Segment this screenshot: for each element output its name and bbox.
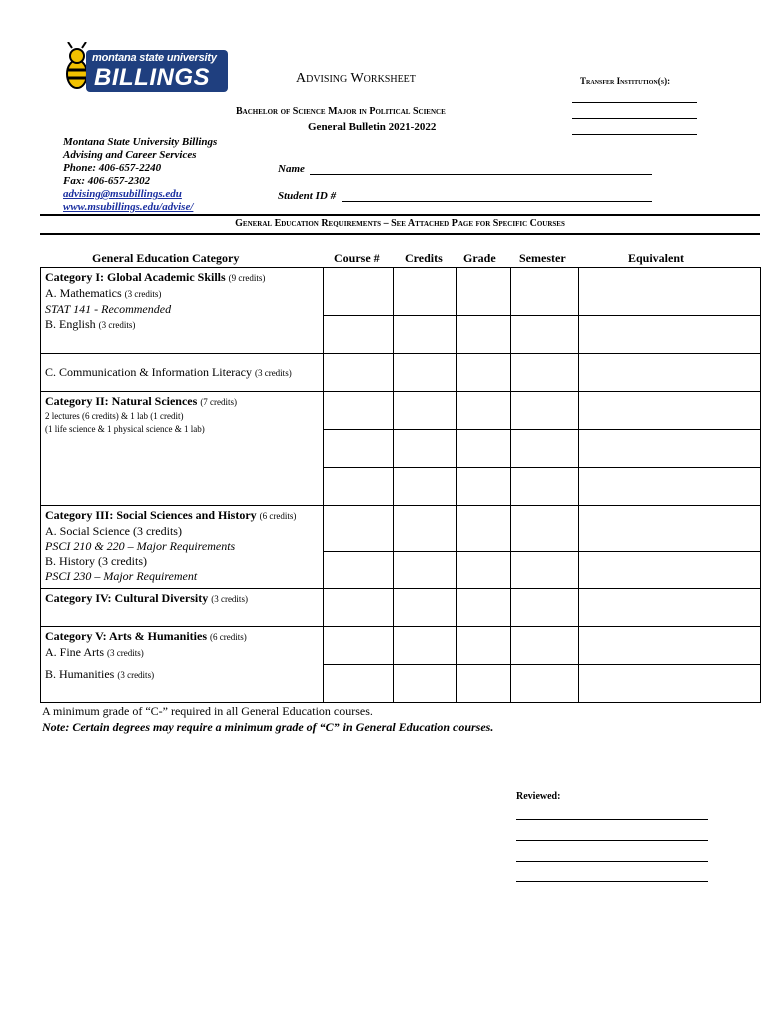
input-cell[interactable]	[511, 627, 579, 665]
gen-ed-heading: General Education Requirements – See Attached Page for Specific Courses	[235, 218, 565, 229]
input-cell[interactable]	[457, 468, 511, 506]
input-cell[interactable]	[579, 589, 761, 627]
name-label: Name	[278, 163, 305, 175]
student-id-field[interactable]	[342, 201, 652, 202]
input-cell[interactable]	[457, 430, 511, 468]
input-cell[interactable]	[457, 392, 511, 430]
category-4-credits: (3 credits)	[211, 594, 248, 604]
contact-dept: Advising and Career Services	[63, 149, 197, 161]
table-row	[41, 589, 761, 627]
input-cell[interactable]	[511, 430, 579, 468]
input-cell[interactable]	[511, 665, 579, 703]
input-cell[interactable]	[579, 468, 761, 506]
input-cell[interactable]	[511, 552, 579, 589]
reviewed-line-3[interactable]	[516, 861, 708, 862]
input-cell[interactable]	[457, 665, 511, 703]
category-2-cell	[41, 392, 324, 506]
table-row	[41, 392, 761, 430]
natsci-line-1: 2 lectures (6 credits) & 1 lab (1 credit)	[45, 411, 184, 421]
reviewed-line-4[interactable]	[516, 881, 708, 882]
col-header-grade: Grade	[463, 251, 496, 265]
input-cell[interactable]	[394, 552, 457, 589]
input-cell[interactable]	[394, 627, 457, 665]
transfer-line-2[interactable]	[572, 118, 697, 119]
input-cell[interactable]	[579, 316, 761, 354]
english-label: B. English	[45, 317, 96, 331]
input-cell[interactable]	[394, 665, 457, 703]
input-cell[interactable]	[394, 430, 457, 468]
input-cell[interactable]	[324, 268, 394, 316]
category-1-name: Category I: Global Academic Skills	[45, 270, 226, 284]
table-row	[41, 627, 761, 665]
input-cell[interactable]	[579, 506, 761, 552]
col-header-category: General Education Category	[92, 251, 240, 265]
comm-credits: (3 credits)	[254, 367, 292, 378]
input-cell[interactable]	[394, 354, 457, 392]
humanities-credits: (3 credits)	[117, 670, 155, 680]
contact-fax: Fax: 406-657-2302	[63, 175, 151, 187]
category-4-cell	[41, 589, 324, 627]
input-cell[interactable]	[324, 665, 394, 703]
input-cell[interactable]	[394, 468, 457, 506]
col-header-semester: Semester	[519, 251, 566, 265]
category-2-name: Category II: Natural Sciences	[45, 394, 198, 408]
category-5-name: Category V: Arts & Humanities	[45, 629, 207, 643]
transfer-line-3[interactable]	[572, 134, 697, 135]
contact-block	[63, 136, 217, 214]
comm-cell	[41, 354, 324, 392]
student-id-label: Student ID #	[278, 190, 337, 202]
category-1-cell	[41, 268, 324, 354]
university-logo	[62, 42, 230, 100]
input-cell[interactable]	[579, 268, 761, 316]
input-cell[interactable]	[324, 627, 394, 665]
input-cell[interactable]	[511, 316, 579, 354]
divider-bottom	[40, 233, 760, 235]
input-cell[interactable]	[579, 354, 761, 392]
table-row	[41, 268, 761, 316]
math-note: STAT 141 - Recommended	[45, 302, 172, 316]
input-cell[interactable]	[457, 627, 511, 665]
category-5-credits: (6 credits)	[210, 632, 247, 642]
social-science-label: A. Social Science (3 credits)	[45, 524, 182, 538]
input-cell[interactable]	[579, 627, 761, 665]
transfer-line-1[interactable]	[572, 102, 697, 103]
input-cell[interactable]	[579, 665, 761, 703]
reviewed-line-1[interactable]	[516, 819, 708, 820]
input-cell[interactable]	[324, 506, 394, 552]
min-grade-note: A minimum grade of “C-” required in all General Education courses.	[42, 704, 373, 718]
logo-main-text: BILLINGS	[94, 64, 210, 91]
input-cell[interactable]	[324, 354, 394, 392]
category-5-cell	[41, 627, 324, 703]
input-cell[interactable]	[457, 268, 511, 316]
input-cell[interactable]	[579, 392, 761, 430]
input-cell[interactable]	[457, 552, 511, 589]
reviewed-label: Reviewed:	[516, 791, 561, 802]
input-cell[interactable]	[457, 506, 511, 552]
gen-ed-table	[40, 267, 761, 703]
input-cell[interactable]	[457, 589, 511, 627]
table-row	[41, 506, 761, 552]
input-cell[interactable]	[457, 316, 511, 354]
input-cell[interactable]	[394, 316, 457, 354]
input-cell[interactable]	[511, 589, 579, 627]
input-cell[interactable]	[324, 316, 394, 354]
col-header-equivalent: Equivalent	[628, 251, 685, 265]
input-cell[interactable]	[511, 268, 579, 316]
comm-label: C. Communication & Information Literacy	[45, 364, 252, 379]
page-title: Advising Worksheet	[296, 71, 416, 86]
category-3-credits: (6 credits)	[259, 511, 297, 521]
name-field[interactable]	[310, 174, 652, 175]
input-cell[interactable]	[511, 392, 579, 430]
category-3-name: Category III: Social Sciences and History	[45, 508, 257, 522]
reviewed-line-2[interactable]	[516, 840, 708, 841]
fine-arts-credits: (3 credits)	[107, 648, 144, 658]
input-cell[interactable]	[324, 552, 394, 589]
degree-title: Bachelor of Science Major in Political Science	[236, 106, 446, 117]
math-credits: (3 credits)	[124, 289, 162, 299]
humanities-label: B. Humanities	[45, 667, 115, 681]
input-cell[interactable]	[324, 468, 394, 506]
category-3-cell	[41, 506, 324, 589]
contact-phone: Phone: 406-657-2240	[63, 162, 162, 174]
input-cell[interactable]	[457, 354, 511, 392]
contact-org: Montana State University Billings	[63, 136, 218, 148]
input-cell[interactable]	[324, 430, 394, 468]
input-cell[interactable]	[579, 552, 761, 589]
input-cell[interactable]	[579, 430, 761, 468]
input-cell[interactable]	[511, 506, 579, 552]
input-cell[interactable]	[511, 468, 579, 506]
category-1-credits: (9 credits)	[228, 273, 266, 283]
bulletin-year: General Bulletin 2021-2022	[308, 121, 437, 133]
col-header-credits: Credits	[405, 251, 443, 265]
divider-top	[40, 214, 760, 216]
input-cell[interactable]	[394, 589, 457, 627]
contact-email-link[interactable]: advising@msubillings.edu	[63, 188, 182, 200]
transfer-institution-label: Transfer Institution(s):	[580, 76, 671, 86]
contact-website-link[interactable]: www.msubillings.edu/advise/	[63, 201, 194, 213]
input-cell[interactable]	[324, 589, 394, 627]
social-science-note: PSCI 210 & 220 – Major Requirements	[45, 539, 236, 553]
history-label: B. History (3 credits)	[45, 554, 147, 568]
logo-top-text: montana state university	[92, 52, 217, 64]
natsci-line-2: (1 life science & 1 physical science & 1 lab)	[45, 424, 205, 434]
degree-grade-note: Note: Certain degrees may require a minimum grade of “C” in General Education courses.	[42, 720, 494, 734]
input-cell[interactable]	[394, 506, 457, 552]
input-cell[interactable]	[394, 392, 457, 430]
col-header-course: Course #	[334, 251, 380, 265]
table-row	[41, 354, 761, 392]
input-cell[interactable]	[394, 268, 457, 316]
math-label: A. Mathematics	[45, 286, 122, 300]
input-cell[interactable]	[324, 392, 394, 430]
history-note: PSCI 230 – Major Requirement	[45, 569, 198, 583]
category-4-name: Category IV: Cultural Diversity	[45, 591, 209, 605]
category-2-credits: (7 credits)	[200, 397, 238, 407]
fine-arts-label: A. Fine Arts	[45, 645, 105, 659]
english-credits: (3 credits)	[98, 320, 136, 330]
input-cell[interactable]	[511, 354, 579, 392]
